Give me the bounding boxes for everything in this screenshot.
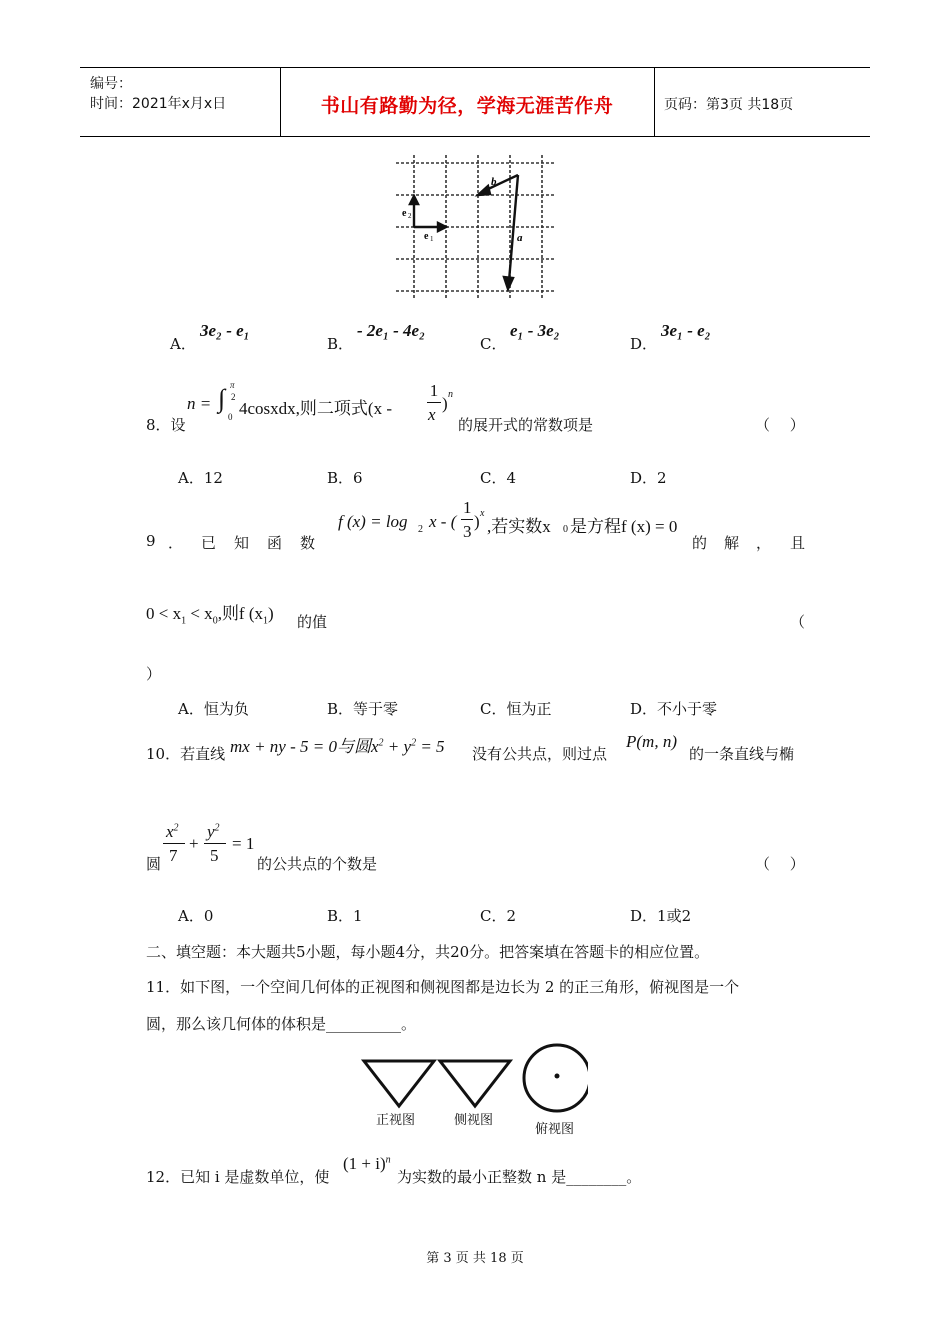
front-view-triangle: [364, 1061, 434, 1106]
q8-frac-den: x: [428, 405, 436, 424]
q9-line2-sub1: 1: [181, 615, 187, 627]
q8-option-b: B．6: [327, 469, 363, 487]
q9-number: 9: [146, 532, 156, 550]
q12-tail: 为实数的最小正整数 n 是________。: [397, 1168, 642, 1186]
q10-line2-lead: 圆: [146, 855, 162, 873]
q9-line2-mid: < x: [186, 604, 213, 623]
q10-x-sup: 2: [173, 822, 179, 834]
side-view-triangle: [440, 1061, 510, 1106]
q10-ellipse-x: [166, 822, 179, 842]
q9-formula-5: 是方程f (x) = 0: [570, 517, 678, 536]
q10-y-sup: 2: [214, 822, 220, 834]
section-2-heading: 二、填空题：本大题共5小题，每小题4分，共20分。把答案填在答题卡的相应位置。: [146, 943, 710, 961]
q8-option-d: D．2: [630, 469, 667, 487]
q7-option-a-label: A．: [170, 335, 196, 353]
q10-option-b: B．1: [327, 907, 363, 925]
q8-exponent: n: [448, 389, 453, 400]
q9-line2-sub1b: 1: [263, 615, 269, 627]
q10-mid: 没有公共点，则过点: [472, 745, 608, 763]
q8-option-a: A．12: [178, 469, 223, 487]
q9-sub-0: 0: [563, 524, 568, 535]
q10-option-d: D．1或2: [630, 907, 692, 925]
q8-frac-bar: [427, 402, 441, 403]
q10-number: 10．若直线: [146, 745, 226, 763]
q10-answer-paren: （ ）: [755, 855, 805, 873]
q9-tail-4: 且: [790, 534, 806, 552]
q10-line2-tail: 的公共点的个数是: [257, 855, 378, 873]
q9-frac-num: 1: [463, 498, 472, 517]
q9-formula-4: ,若实数x: [487, 517, 551, 536]
q10-plus: +: [189, 834, 199, 853]
q8-answer-paren: （ ）: [755, 416, 805, 434]
vector-e2-arrowhead: [410, 196, 418, 204]
q11-line-1: 11．如下图，一个空间几何体的正视图和侧视图都是边长为 2 的正三角形，俯视图是一个: [146, 978, 740, 996]
q9-line2-close: ): [268, 604, 274, 623]
q9-option-b: B．等于零: [327, 700, 399, 718]
q10-formula: [230, 732, 445, 757]
q10-line-eq: mx + ny - 5 = 0与圆x: [230, 737, 379, 756]
q9-line2-tail: 的值: [297, 613, 328, 631]
q7-option-b-label: B．: [327, 335, 354, 353]
q9-option-a: A．恒为负: [178, 700, 249, 718]
vector-e1-arrowhead: [438, 223, 446, 231]
header-page-info: 页码：第3页 共18页: [664, 97, 794, 113]
q9-line2-formula: [146, 599, 274, 626]
top-view-center-dot: [555, 1074, 560, 1079]
q8-integral-sign: ∫: [218, 384, 226, 413]
q8-lower-limit: 0: [228, 412, 233, 422]
q9-line2-lhs: 0 < x: [146, 604, 182, 623]
label-e2-sub: 2: [408, 212, 412, 220]
q10-option-c: C．2: [480, 907, 517, 925]
label-a: a: [517, 232, 523, 244]
q9-option-d: D．不小于零: [630, 700, 718, 718]
q10-sup-2a: 2: [378, 737, 384, 749]
q9-char-1: 已: [201, 534, 217, 552]
q12-exponent: n: [385, 1154, 391, 1166]
q9-tail-2: 解: [724, 534, 740, 552]
q7-option-d-label: D．: [630, 335, 658, 353]
header-divider: [654, 68, 655, 136]
q10-point: P(m, n): [626, 732, 677, 751]
q10-sup-2b: 2: [411, 737, 417, 749]
q7-option-a-expr: 3e₂ - e₁: [200, 321, 250, 340]
q8-upper-limit-2: 2: [231, 392, 236, 402]
q10-ellipse-y: [207, 822, 220, 842]
q9-formula-1: f (x) = log: [338, 512, 408, 531]
q9-char-3: 函: [267, 534, 283, 552]
q12-base: (1 + i): [343, 1154, 386, 1173]
q9-log-base: 2: [418, 524, 423, 535]
q8-option-c: C．4: [480, 469, 517, 487]
page-footer: 第 3 页 共 18 页: [426, 1251, 524, 1266]
q9-tail-3: ，: [756, 534, 772, 552]
vector-grid-figure: [396, 155, 556, 300]
serial-label: 编号：: [90, 76, 132, 92]
q10-den-7: 7: [169, 846, 178, 865]
q8-upper-limit: π: [230, 380, 235, 390]
q9-exponent-x: x: [480, 508, 485, 519]
q10-x: x: [166, 822, 174, 841]
q8-number: 8．设: [146, 416, 186, 434]
q7-option-d-expr: 3e₁ - e₂: [661, 321, 711, 340]
q9-answer-paren-open: （: [790, 613, 806, 631]
q9-line2-rest: ,则f (x: [217, 604, 264, 623]
q10-plus-y: + y: [383, 737, 412, 756]
label-top-view: 俯视图: [535, 1122, 575, 1137]
label-e2: e: [402, 208, 407, 219]
page-header: [80, 67, 870, 137]
q9-char-2: 知: [234, 534, 250, 552]
q7-option-c-label: C．: [480, 335, 507, 353]
q9-answer-paren-close: ）: [146, 665, 162, 683]
q10-den-5: 5: [210, 846, 219, 865]
label-b: b: [491, 176, 497, 188]
q9-char-4: 数: [300, 534, 316, 552]
vector-a-arrowhead: [504, 277, 513, 289]
q10-eq5: = 5: [416, 737, 445, 756]
q10-eq1: = 1: [232, 834, 255, 853]
q8-close-paren: ): [442, 394, 448, 413]
q8-formula-n: n =: [187, 394, 212, 413]
q9-dot: ．: [168, 534, 184, 552]
label-e1: e: [424, 231, 429, 242]
time-label: 时间：2021年x月x日: [90, 96, 227, 112]
vector-b-arrowhead: [478, 186, 490, 195]
header-meta: [90, 74, 226, 114]
q8-tail: 的展开式的常数项是: [458, 416, 594, 434]
q10-tail: 的一条直线与椭: [689, 745, 795, 763]
header-motto: 书山有路勤为径，学海无涯苦作舟: [320, 95, 614, 117]
label-side-view: 侧视图: [454, 1113, 494, 1128]
q12-formula: [343, 1154, 391, 1174]
q7-option-c-expr: e₁ - 3e₂: [510, 321, 560, 340]
q9-frac-den: 3: [463, 522, 472, 541]
q12-lead: 12．已知 i 是虚数单位，使: [146, 1168, 330, 1186]
q8-formula-rest: 4cosxdx,则二项式(x -: [239, 399, 392, 418]
q8-frac-num: 1: [429, 381, 439, 400]
q9-line2-sub0: 0: [212, 615, 218, 627]
q7-option-b-expr: - 2e₁ - 4e₂: [357, 321, 426, 340]
q10-y: y: [207, 822, 215, 841]
label-e1-sub: 1: [430, 235, 434, 243]
label-front-view: 正视图: [376, 1113, 416, 1128]
q9-frac-bar: [461, 519, 473, 520]
q11-line-2: 圆，那么该几何体的体积是__________。: [146, 1015, 417, 1033]
q9-option-c: C．恒为正: [480, 700, 552, 718]
q9-tail-1: 的: [692, 534, 708, 552]
q10-option-a: A．0: [178, 907, 214, 925]
q9-formula-2: x - (: [429, 512, 457, 531]
q10-frac-bar-2: [204, 843, 226, 844]
q9-formula-3: ): [474, 512, 480, 531]
q10-frac-bar-1: [163, 843, 185, 844]
